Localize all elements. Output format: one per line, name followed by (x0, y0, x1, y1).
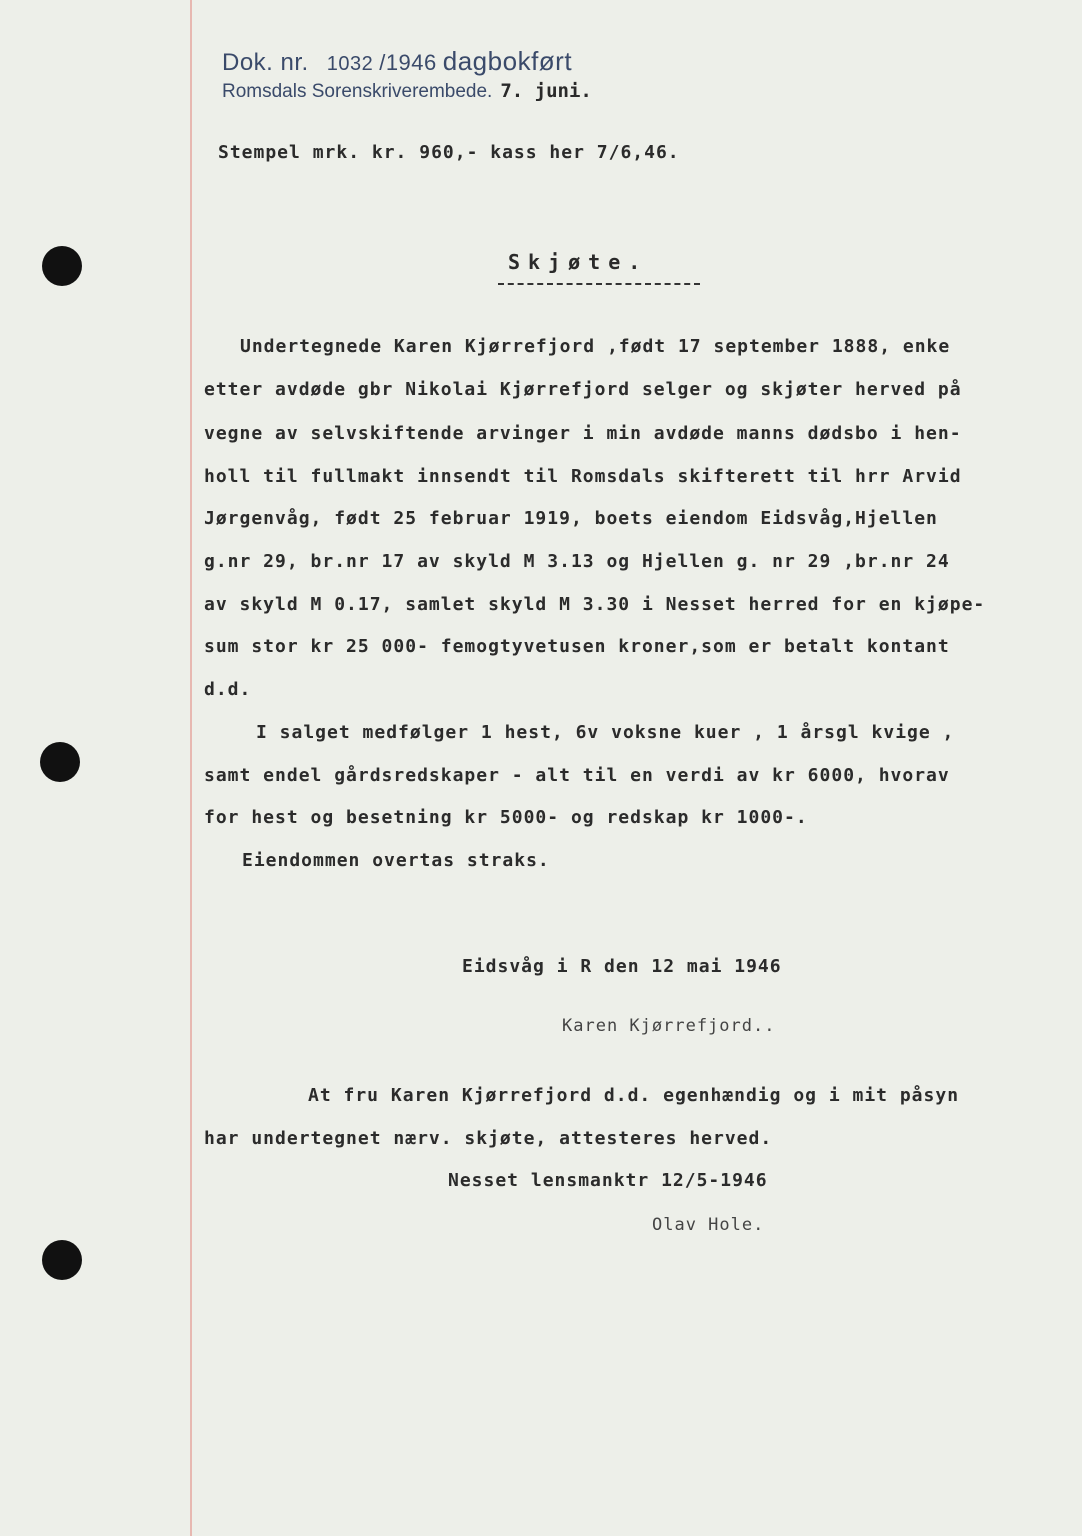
attest-line: At fru Karen Kjørrefjord d.d. egenhændig og i mit påsyn (308, 1085, 960, 1106)
dok-label: Dok. nr. (222, 49, 309, 76)
body-line: Jørgenvåg, født 25 februar 1919, boets eiendom Eidsvåg,Hjellen (204, 508, 938, 529)
body-line: Eiendommen overtas straks. (242, 850, 550, 871)
body-line: vegne av selvskiftende arvinger i min avdøde manns dødsbo i hen- (204, 423, 962, 444)
body-line: etter avdøde gbr Nikolai Kjørrefjord selger og skjøter herved på (204, 379, 962, 400)
title-underline (498, 283, 700, 285)
attest-line: Nesset lensmanktr 12/5-1946 (448, 1170, 768, 1191)
official-signature: Olav Hole. (652, 1215, 765, 1235)
dok-year: /1946 (379, 50, 437, 75)
body-line: av skyld M 0.17, samlet skyld M 3.30 i Nesset herred for en kjøpe- (204, 594, 986, 615)
office-name: Romsdals Sorenskriverembede. (222, 81, 493, 102)
stamp-fee-line: Stempel mrk. kr. 960,- kass her 7/6,46. (218, 142, 680, 163)
body-line: holl til fullmakt innsendt til Romsdals skifterett til hrr Arvid (204, 466, 962, 487)
dok-number: 1032 (326, 53, 374, 75)
dagbok-label: dagbokført (442, 46, 573, 76)
stamp-date: 7. juni. (500, 80, 592, 102)
body-line: g.nr 29, br.nr 17 av skyld M 3.13 og Hjellen g. nr 29 ,br.nr 24 (204, 551, 950, 572)
body-line: samt endel gårdsredskaper - alt til en verdi av kr 6000, hvorav (204, 765, 950, 786)
signature: Karen Kjørrefjord.. (562, 1016, 776, 1036)
document-title: Skjøte. (508, 250, 649, 274)
body-line: d.d. (204, 679, 252, 700)
place-date: Eidsvåg i R den 12 mai 1946 (462, 956, 782, 977)
registry-stamp (222, 46, 572, 77)
punch-hole (42, 246, 82, 286)
attest-line: har undertegnet nærv. skjøte, attesteres herved. (204, 1128, 773, 1149)
body-line: I salget medfølger 1 hest, 6v voksne kuer , 1 årsgl kvige , (256, 722, 955, 743)
body-line: for hest og besetning kr 5000- og redskap kr 1000-. (204, 807, 808, 828)
body-line: Undertegnede Karen Kjørrefjord ,født 17 september 1888, enke (240, 336, 951, 357)
body-line: sum stor kr 25 000- femogtyvetusen kroner,som er betalt kontant (204, 636, 950, 657)
punch-hole (40, 742, 80, 782)
punch-hole (42, 1240, 82, 1280)
office-stamp (222, 80, 592, 103)
margin-line (190, 0, 192, 1536)
